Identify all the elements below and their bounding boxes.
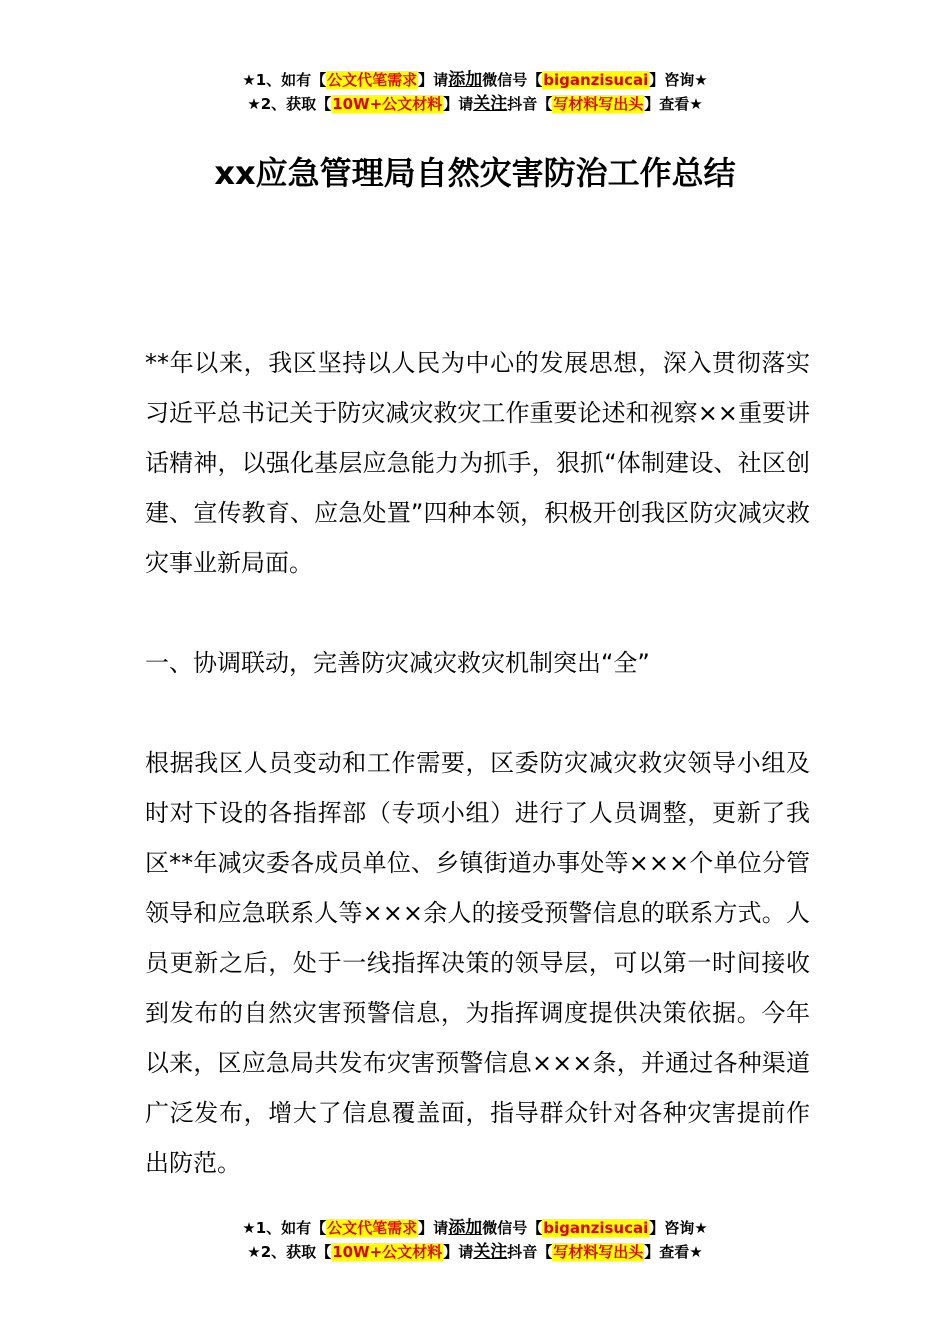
banner-highlight: 10W+公文材料 [332,95,443,113]
banner-emphasis: 关注 [473,1242,508,1262]
banner-text: 】查看★ [644,1243,703,1261]
banner-text: 】咨询★ [649,71,708,89]
paragraph-text: 根据我区人员变动和工作需要，区委防灾减灾救灾领导小组及时对下设的各指挥部（专项小组）进行了人员调整，更新了我区**年减灾委各成员单位、乡镇街道办事处等×××个单位分管领导和应急联系人等×××余人的接受预警信息的联系方式。人员更新之后，处于一线指挥决策的领导层，可以第一时间接收到发布的自然灾害预警信息，为指挥调度提供决策依据。今年以来，区应急局共发布灾害预警信息×××条，并通过各种渠道广泛发布，增大了信息覆盖面，指导群众针对各种灾害提前作出防范。 [145,749,810,1177]
banner-text: 微信号【 [482,71,543,89]
banner-text: 】请 [443,95,474,113]
banner-highlight: 公文代笔需求 [327,71,418,89]
banner-text: 抖音【 [507,1243,553,1261]
banner-highlight: biganzisucai [543,71,649,89]
banner-line-2 [0,1240,950,1264]
banner-text: 】咨询★ [649,1219,708,1237]
document-title: xx应急管理局自然灾害防治工作总结 [214,154,736,192]
banner-text: 】查看★ [644,95,703,113]
banner-emphasis: 关注 [473,94,508,114]
banner-emphasis: 添加 [448,70,483,90]
banner-text: ★1、如有【 [242,71,327,89]
banner-highlight: 写材料写出头 [553,95,644,113]
section-heading [145,638,810,688]
banner-line-2 [0,92,950,116]
banner-highlight: 公文代笔需求 [327,1219,418,1237]
banner-text: 微信号【 [482,1219,543,1237]
banner-line-1 [0,68,950,92]
paragraph-section-1 [145,738,810,1188]
banner-text: 抖音【 [507,95,553,113]
section-heading-text: 一、协调联动，完善防灾减灾救灾机制突出“全” [145,649,650,677]
banner-highlight: biganzisucai [543,1219,649,1237]
banner-text: 】请 [443,1243,474,1261]
banner-text: 】请 [418,1219,449,1237]
banner-text: ★2、获取【 [247,95,332,113]
banner-line-1 [0,1216,950,1240]
header-banner [0,68,950,116]
banner-emphasis: 添加 [448,1218,483,1238]
banner-text: ★2、获取【 [247,1243,332,1261]
paragraph-intro [145,338,810,588]
banner-highlight: 10W+公文材料 [332,1243,443,1261]
footer-banner [0,1216,950,1264]
banner-text: 】请 [418,71,449,89]
banner-text: ★1、如有【 [242,1219,327,1237]
paragraph-text: **年以来，我区坚持以人民为中心的发展思想，深入贯彻落实习近平总书记关于防灾减灾救灾工作重要论述和视察××重要讲话精神，以强化基层应急能力为抓手，狠抓“体制建设、社区创建、宣传教育、应急处置”四种本领，积极开创我区防灾减灾救灾事业新局面。 [145,349,810,577]
banner-highlight: 写材料写出头 [553,1243,644,1261]
